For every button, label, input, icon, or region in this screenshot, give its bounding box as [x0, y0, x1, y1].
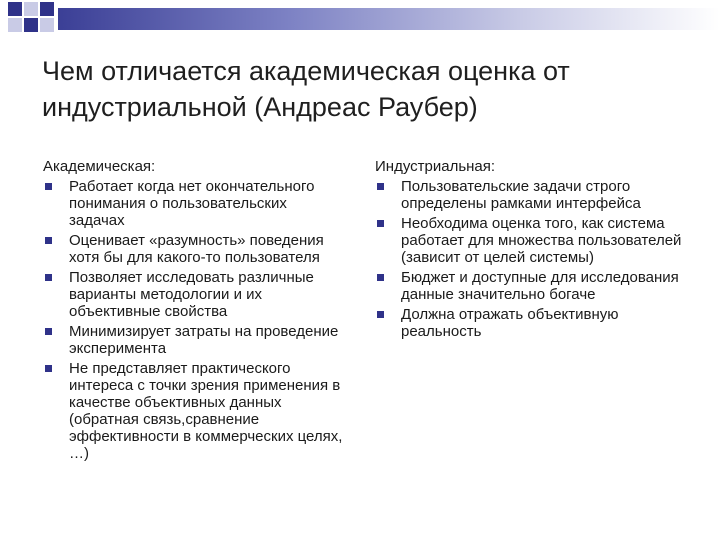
gradient-band: [58, 8, 720, 30]
header-decoration: [0, 0, 720, 40]
square-bullet-icon: [377, 183, 384, 190]
industrial-column: [375, 158, 685, 340]
decor-square: [8, 2, 22, 16]
decor-square: [8, 18, 22, 32]
academic-column: [43, 158, 343, 462]
list-item: [375, 178, 685, 212]
list-item-text: Работает когда нет окончательного понимания о пользовательских задачах: [69, 178, 315, 229]
column-heading: Академическая:: [43, 158, 156, 175]
square-bullet-icon: [45, 328, 52, 335]
square-bullet-icon: [45, 237, 52, 244]
column-heading: Индустриальная:: [375, 158, 496, 175]
decor-square: [24, 18, 38, 32]
list-item: [43, 360, 343, 462]
list-item-text: Минимизирует затраты на проведение эксперимента: [69, 323, 339, 357]
list-item-text: Бюджет и доступные для исследования данные значительно богаче: [401, 269, 679, 303]
decor-square: [40, 18, 54, 32]
list-item: [43, 269, 343, 320]
list-item: [375, 306, 685, 340]
slide-title: Чем отличается академическая оценка от индустриальной (Андреас Раубер): [42, 56, 570, 122]
decor-square: [24, 2, 38, 16]
square-bullet-icon: [377, 220, 384, 227]
list-item-text: Позволяет исследовать различные варианты методологии и их объективные свойства: [69, 269, 314, 320]
bullet-list: [375, 178, 685, 340]
list-item: [375, 269, 685, 303]
list-item-text: Пользовательские задачи строго определены рамками интерфейса: [401, 178, 641, 212]
square-bullet-icon: [45, 274, 52, 281]
square-bullet-icon: [45, 183, 52, 190]
list-item-text: Оценивает «разумность» поведения хотя бы для какого-то пользователя: [69, 232, 324, 266]
list-item: [375, 215, 685, 266]
list-item: [43, 178, 343, 229]
list-item-text: Необходима оценка того, как система работает для множества пользователей (зависит от целей системы): [401, 215, 682, 266]
list-item-text: Должна отражать объективную реальность: [401, 306, 619, 340]
square-bullet-icon: [45, 365, 52, 372]
list-item: [43, 232, 343, 266]
list-item-text: Не представляет практического интереса с точки зрения применения в качестве объективных данных (обратная связь,сравнение эффективности в коммерческих целях, …): [69, 360, 343, 462]
bullet-list: [43, 178, 343, 462]
square-bullet-icon: [377, 274, 384, 281]
decor-square: [40, 2, 54, 16]
square-bullet-icon: [377, 311, 384, 318]
list-item: [43, 323, 343, 357]
